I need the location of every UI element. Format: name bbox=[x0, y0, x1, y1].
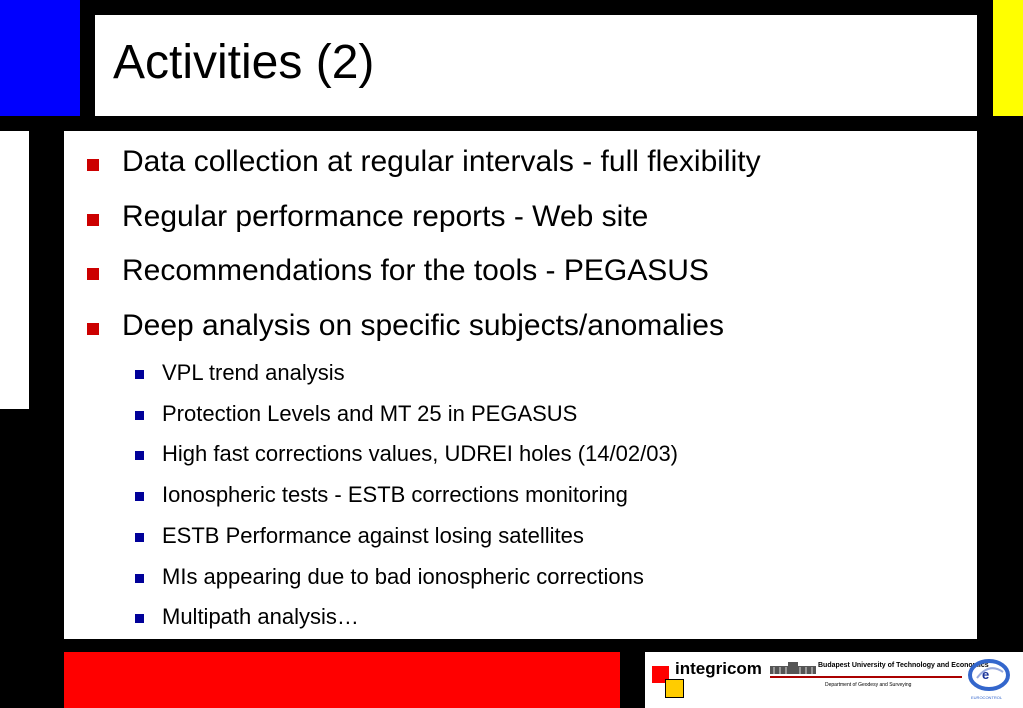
bullet-text: Regular performance reports - Web site bbox=[122, 200, 649, 233]
bullet-square-icon bbox=[87, 214, 99, 226]
yellow-decor-block bbox=[993, 0, 1023, 116]
sub-bullet-square-icon bbox=[135, 574, 144, 583]
university-building-icon bbox=[770, 662, 816, 674]
integricom-logo-text: integricom bbox=[675, 659, 762, 678]
logo-yellow-square bbox=[665, 679, 684, 698]
bullet-text: Deep analysis on specific subjects/anomalies bbox=[122, 309, 724, 342]
blue-decor-block bbox=[0, 0, 80, 116]
sub-bullet-text: MIs appearing due to bad ionospheric corrections bbox=[162, 564, 644, 589]
university-name: Budapest University of Technology and Economics bbox=[818, 662, 989, 669]
svg-text:e: e bbox=[982, 667, 990, 682]
sub-bullet-square-icon bbox=[135, 614, 144, 623]
sub-bullet-square-icon bbox=[135, 533, 144, 542]
sub-bullet-text: Ionospheric tests - ESTB corrections monitoring bbox=[162, 482, 628, 507]
slide-title: Activities (2) bbox=[113, 36, 375, 89]
bullet-text: Recommendations for the tools - PEGASUS bbox=[122, 254, 709, 287]
white-decor-strip bbox=[0, 131, 29, 409]
eurocontrol-logo-icon bbox=[967, 658, 1011, 692]
university-divider bbox=[770, 676, 962, 678]
sub-bullet-text: High fast corrections values, UDREI holes (14/02/03) bbox=[162, 441, 679, 466]
sub-bullet-square-icon bbox=[135, 492, 144, 501]
sub-bullet-square-icon bbox=[135, 411, 144, 420]
department-name: Department of Geodesy and Surveying bbox=[825, 682, 912, 688]
bullet-text: Data collection at regular intervals - full flexibility bbox=[122, 145, 761, 178]
red-decor-block bbox=[64, 652, 620, 708]
bullet-square-icon bbox=[87, 159, 99, 171]
bullet-square-icon bbox=[87, 268, 99, 280]
sub-bullet-square-icon bbox=[135, 370, 144, 379]
sub-bullet-text: Multipath analysis… bbox=[162, 604, 359, 629]
eurocontrol-caption: EUROCONTROL bbox=[971, 695, 1003, 700]
bullet-square-icon bbox=[87, 323, 99, 335]
content-panel bbox=[64, 131, 977, 639]
sub-bullet-text: VPL trend analysis bbox=[162, 360, 345, 385]
sub-bullet-square-icon bbox=[135, 451, 144, 460]
title-panel bbox=[95, 15, 977, 116]
sub-bullet-text: Protection Levels and MT 25 in PEGASUS bbox=[162, 401, 578, 426]
sub-bullet-text: ESTB Performance against losing satellites bbox=[162, 523, 584, 548]
logo-strip bbox=[645, 652, 1023, 708]
